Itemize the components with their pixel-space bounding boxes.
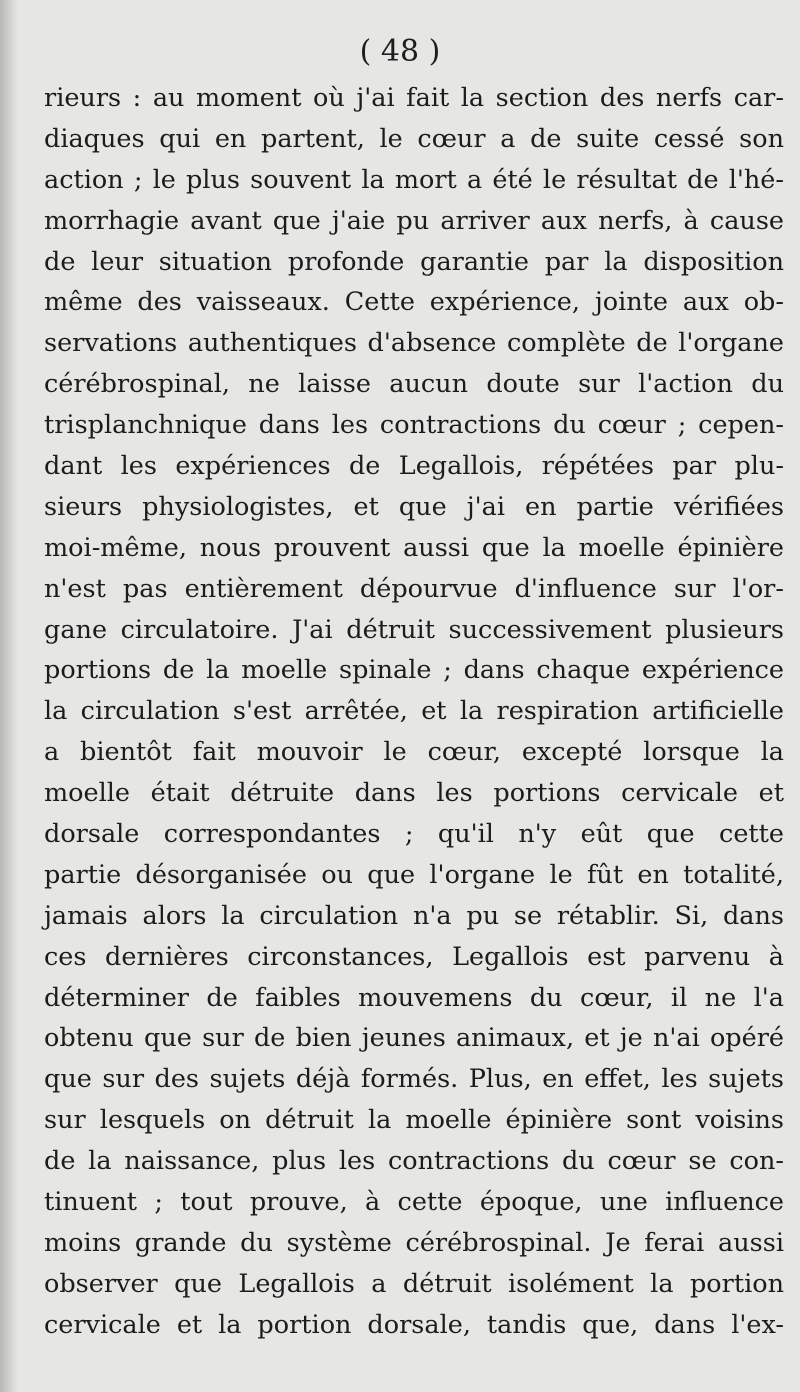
text-line: cérébrospinal, ne laisse aucun doute sur l'action du (44, 369, 784, 400)
text-line: rieurs : au moment où j'ai fait la section des nerfs car- (44, 83, 784, 113)
text-line: partie désorganisée ou que l'organe le fût en totalité, (44, 859, 784, 890)
text-line: diaques qui en partent, le cœur a de suite cessé son (44, 123, 784, 154)
text-line: servations authentiques d'absence complète de l'organe (44, 328, 784, 359)
text-line: sieurs physiologistes, et que j'ai en partie vérifiées (44, 491, 784, 522)
text-line: que sur des sujets déjà formés. Plus, en effet, les sujets (44, 1064, 784, 1095)
text-line: trisplanchnique dans les contractions du cœur ; cepen- (44, 410, 784, 441)
text-line: même des vaisseaux. Cette expérience, jointe aux ob- (44, 287, 784, 318)
text-line: de la naissance, plus les contractions du cœur se con- (44, 1146, 784, 1177)
text-line: gane circulatoire. J'ai détruit successivement plusieurs (44, 614, 784, 645)
text-line: déterminer de faibles mouvemens du cœur, il ne l'a (44, 982, 784, 1013)
text-line: obtenu que sur de bien jeunes animaux, et je n'ai opéré (44, 1023, 784, 1054)
text-line: tinuent ; tout prouve, à cette époque, une influence (44, 1187, 784, 1218)
text-line: ces dernières circonstances, Legallois est parvenu à (44, 941, 784, 972)
text-line: morrhagie avant que j'aie pu arriver aux nerfs, à cause (44, 205, 784, 236)
page-number: ( 48 ) (359, 34, 441, 69)
body-text (44, 78, 784, 1346)
text-line: portions de la moelle spinale ; dans chaque expérience (44, 655, 784, 686)
text-line: moi-même, nous prouvent aussi que la moelle épinière (44, 532, 784, 563)
text-line: cervicale et la portion dorsale, tandis que, dans l'ex- (44, 1309, 784, 1340)
text-line: sur lesquels on détruit la moelle épinière sont voisins (44, 1105, 784, 1136)
text-line: n'est pas entièrement dépourvue d'influence sur l'or- (44, 573, 784, 604)
text-line: a bientôt fait mouvoir le cœur, excepté lorsque la (44, 737, 784, 768)
text-line: la circulation s'est arrêtée, et la respiration artificielle (44, 696, 784, 727)
text-line: jamais alors la circulation n'a pu se rétablir. Si, dans (44, 900, 784, 931)
text-line: moins grande du système cérébrospinal. Je ferai aussi (44, 1227, 784, 1258)
text-line: action ; le plus souvent la mort a été le résultat de l'hé- (44, 164, 784, 195)
text-line: moelle était détruite dans les portions cervicale et (44, 778, 784, 809)
text-line: dant les expériences de Legallois, répétées par plu- (44, 451, 784, 482)
text-line: de leur situation profonde garantie par la disposition (44, 246, 784, 277)
text-line: dorsale correspondantes ; qu'il n'y eût que cette (44, 819, 784, 850)
text-line: observer que Legallois a détruit isolément la portion (44, 1268, 784, 1299)
